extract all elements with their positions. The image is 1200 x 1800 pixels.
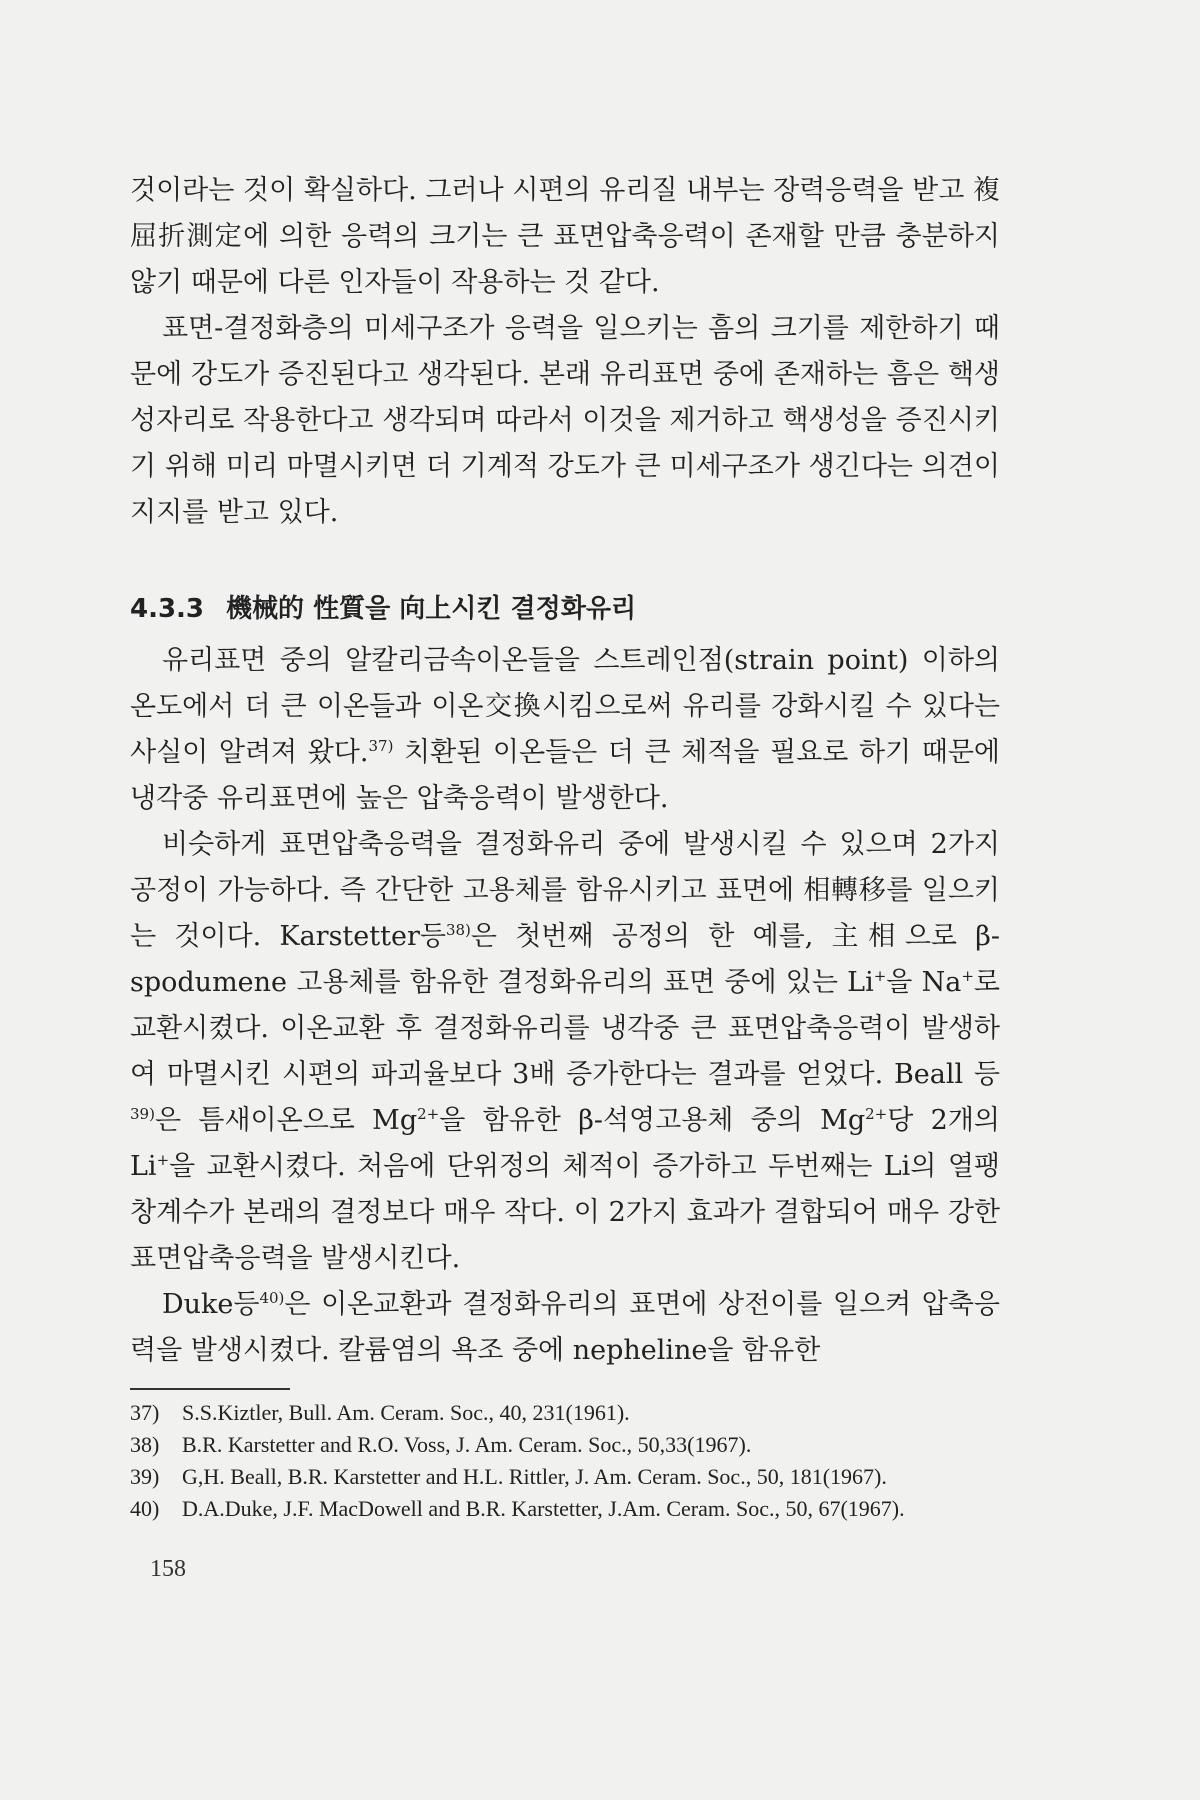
superscript: +	[961, 967, 974, 985]
text-run: 비슷하게 표면압축응력을 결정화유리 중에 발생시킬 수 있으며 2가지 공정이 가능하다. 즉 간단한 고용체를 함유시키고 표면에 相轉移를 일으키는 것이다. Karstetter등	[130, 829, 1000, 952]
paragraph-ion-exchange	[130, 638, 1000, 822]
footnote-item	[130, 1462, 1000, 1492]
footnote-text: D.A.Duke, J.F. MacDowell and B.R. Karstetter, J.Am. Ceram. Soc., 50, 67(1967).	[182, 1496, 905, 1521]
footnote-number: 40)	[130, 1496, 160, 1521]
paragraph-compressive-stress	[130, 822, 1000, 1282]
footnote-item	[130, 1430, 1000, 1460]
page-body	[130, 168, 1000, 1526]
footnote-text: G,H. Beall, B.R. Karstetter and H.L. Rittler, J. Am. Ceram. Soc., 50, 181(1967).	[182, 1464, 887, 1489]
superscript: +	[873, 967, 887, 985]
superscript: 2+	[417, 1105, 440, 1123]
footnote-ref-39: 39)	[130, 1105, 155, 1123]
text-run: 을 Na	[886, 967, 962, 998]
footnotes	[130, 1398, 1000, 1524]
text-run: 은 첫번째 공정의 한 예를, 主相으로 β-spodumene 고용체를 함유한 결정화유리의 표면 중에 있는 Li	[130, 921, 1000, 998]
section-title: 機械的 性質을 向上시킨 결정화유리	[226, 594, 637, 624]
paragraph-continued: 것이라는 것이 확실하다. 그러나 시편의 유리질 내부는 장력응력을 받고 複屈折測定에 의한 응력의 크기는 큰 표면압축응력이 존재할 만큼 충분하지 않기 때문에 다른 인자들이 작용하는 것 같다.	[130, 175, 1000, 298]
text-run: 치환된 이온들은 더 큰 체적을 필요로 하기 때문에 냉각중 유리표면에 높은 압축응력이 발생한다.	[130, 737, 1000, 814]
text-run: 은 틈새이온으로 Mg	[154, 1105, 418, 1136]
footnote-text: B.R. Karstetter and R.O. Voss, J. Am. Ceram. Soc., 50,33(1967).	[182, 1432, 752, 1457]
footnote-divider	[130, 1388, 290, 1390]
footnote-text: S.S.Kiztler, Bull. Am. Ceram. Soc., 40, 231(1961).	[182, 1400, 630, 1425]
text-run: 은 이온교환과 결정화유리의 표면에 상전이를 일으켜 압축응력을 발생시켰다. 칼륨염의 욕조 중에 nepheline을 함유한	[130, 1289, 1000, 1366]
text-run: 을 함유한 β-석영고용체 중의 Mg	[439, 1105, 866, 1136]
section-heading	[130, 586, 1000, 632]
superscript: +	[156, 1151, 170, 1169]
footnote-number: 37)	[130, 1400, 160, 1425]
text-run: 유리표면 중의 알칼리금속이온들을 스트레인점(strain point) 이하의 온도에서 더 큰 이온들과 이온交換시킴으로써 유리를 강화시킬 수 있다는 사실이 알려져 왔다.	[130, 645, 1000, 768]
footnote-ref-38: 38)	[445, 921, 471, 939]
footnote-item	[130, 1494, 1000, 1524]
text-run: Duke등	[162, 1289, 260, 1320]
paragraph-surface-crystallization: 표면-결정화층의 미세구조가 응력을 일으키는 흠의 크기를 제한하기 때문에 강도가 증진된다고 생각된다. 본래 유리표면 중에 존재하는 흠은 핵생성자리로 작용한다고 생각되며 따라서 이것을 제거하고 핵생성을 증진시키기 위해 미리 마멸시키면 더 기계적 강도가 큰 미세구조가 생긴다는 의견이 지지를 받고 있다.	[130, 313, 1000, 528]
page-number: 158	[150, 1556, 186, 1582]
paragraph-duke	[130, 1282, 1000, 1374]
text-run: 을 교환시켰다. 처음에 단위정의 체적이 증가하고 두번째는 Li의 열팽창계수가 본래의 결정보다 매우 작다. 이 2가지 효과가 결합되어 매우 강한 표면압축응력을 발생시킨다.	[130, 1151, 1000, 1274]
footnote-ref-40: 40)	[259, 1289, 285, 1307]
text-run: 당 2개의 Li	[130, 1105, 1000, 1182]
footnote-number: 39)	[130, 1464, 160, 1489]
footnote-number: 38)	[130, 1432, 160, 1457]
footnote-item	[130, 1398, 1000, 1428]
footnote-ref-37: 37)	[368, 737, 394, 755]
text-run: 로 교환시켰다. 이온교환 후 결정화유리를 냉각중 큰 표면압축응력이 발생하여 마멸시킨 시편의 파괴율보다 3배 증가한다는 결과를 얻었다. Beall 등	[130, 967, 1000, 1090]
superscript: 2+	[865, 1105, 888, 1123]
section-number: 4.3.3	[130, 594, 205, 624]
